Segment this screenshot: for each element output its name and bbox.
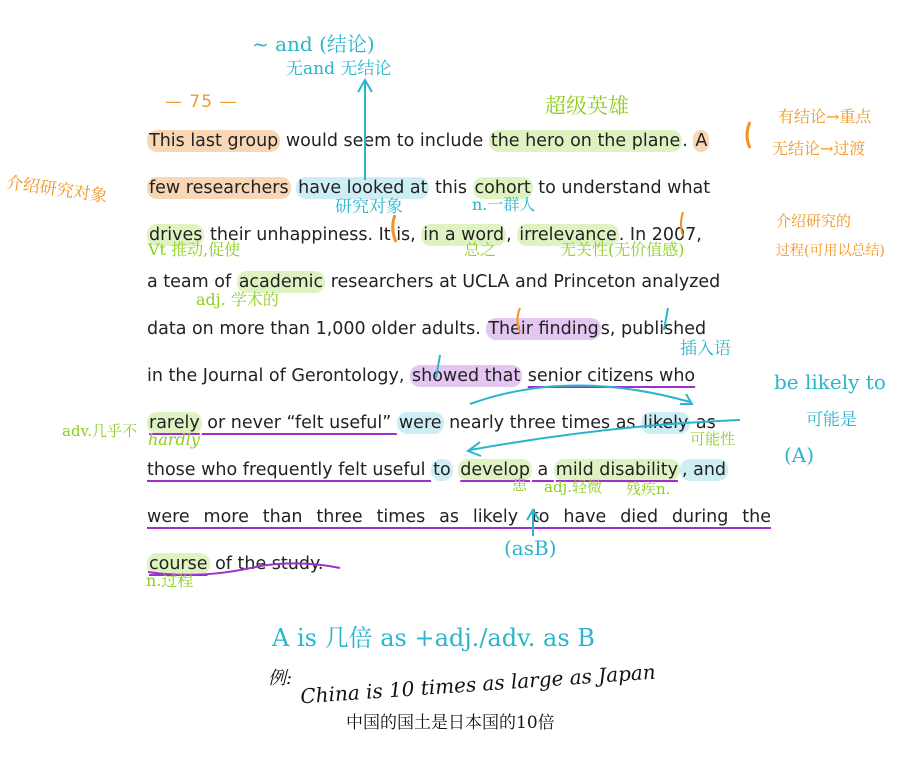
highlight-this-last-group: This last group — [149, 131, 279, 151]
passage-line — [147, 165, 771, 212]
highlight-have-looked-at: have looked at — [298, 178, 428, 198]
highlight-course: course — [149, 554, 208, 574]
text-span: in the Journal of Gerontology, — [147, 366, 410, 386]
text-span: their unhappiness. It is, — [204, 225, 422, 245]
text-span: as — [690, 413, 716, 433]
annotation-process-2: 过程(可用以总结) — [776, 243, 885, 259]
passage-line — [147, 447, 771, 494]
annotation-be-likely-to: be likely to — [774, 370, 886, 394]
text-span: of the study. — [209, 554, 324, 574]
annotation-with-conclusion: 有结论→重点 — [778, 107, 872, 126]
annotation-in-a-word: 总之 — [464, 240, 497, 259]
annotation-academic: adj. 学术的 — [196, 290, 279, 309]
text-span: to understand what — [532, 178, 711, 198]
underline-span: those who frequently felt useful — [147, 460, 432, 480]
annotation-course: n.过程 — [146, 571, 194, 590]
annotation-process-1: 介绍研究的 — [776, 212, 852, 230]
annotation-superhero: 超级英雄 — [545, 94, 629, 118]
annotation-a-marker: (A) — [784, 443, 815, 467]
passage-line — [147, 494, 771, 541]
passage — [147, 118, 771, 588]
text-span: . — [682, 131, 694, 151]
text-span: data on more than 1,000 older adults. — [147, 319, 487, 339]
annotation-irrelevance: 无关性(无价值感) — [560, 240, 685, 259]
highlight-to: to — [433, 460, 451, 480]
highlight-drives: drives — [149, 225, 203, 245]
annotation-example-chinese: 中国的国土是日本国的10倍 — [346, 713, 555, 733]
text-span: this — [429, 178, 473, 198]
text-span: researchers at UCLA and Princeton analyzed — [325, 272, 721, 292]
annotation-hardly: hardly — [148, 430, 200, 449]
passage-line — [147, 118, 771, 165]
annotation-possibility: 可能性 — [690, 430, 736, 448]
blue-arrowhead — [358, 80, 372, 92]
highlight-showed-that: showed that — [411, 366, 521, 386]
annotation-possible: 可能是 — [806, 410, 857, 430]
highlight-likely: likely — [643, 413, 689, 433]
annotation-a-group: n.一群人 — [472, 195, 536, 214]
underline-span: were more than three times as likely to have died during the — [147, 507, 771, 527]
passage-line — [147, 306, 771, 353]
annotation-formula: A is 几倍 as +adj./adv. as B — [272, 624, 595, 652]
annotation-research-object: 研究对象 — [335, 197, 403, 217]
annotation-disability: 残疾n. — [626, 480, 671, 498]
highlight-were: were — [398, 413, 442, 433]
text-span: a team of — [147, 272, 237, 292]
underline-senior-citizens: senior citizens — [527, 366, 654, 386]
annotation-as-b: (asB) — [504, 536, 557, 560]
highlight-in-a-word: in a word — [423, 225, 505, 245]
text-span: s, published — [600, 319, 707, 339]
highlight-their-findings: Their finding — [488, 319, 599, 339]
annotation-rarely: adv.几乎不 — [62, 422, 138, 440]
annotation-develop: 患 — [512, 476, 528, 494]
annotation-no-conclusion: 无结论→过渡 — [772, 139, 866, 158]
highlight-irrelevance: irrelevance — [519, 225, 617, 245]
text-span: nearly three times as — [443, 413, 642, 433]
annotation-and-conclusion: ~ and (结论) — [252, 32, 375, 56]
highlight-and: , and — [681, 460, 727, 480]
highlight-a: A — [695, 131, 708, 151]
highlight-develop: develop — [460, 460, 530, 480]
annotation-introduce-subject: 介绍研究对象 — [4, 172, 109, 207]
underline-span: or never “felt useful” — [201, 413, 397, 433]
highlight-mild-disability: mild disability — [555, 460, 678, 480]
passage-line — [147, 353, 771, 400]
highlight-academic: academic — [238, 272, 324, 292]
highlight-rarely: rarely — [149, 413, 200, 433]
annotation-insertion: 插入语 — [680, 339, 731, 359]
highlight-few-researchers: few researchers — [149, 178, 289, 198]
text-span: . In 2007, — [618, 225, 702, 245]
annotation-mild: adj.轻微 — [544, 478, 602, 496]
annotation-example-english: China is 10 times as large as Japan — [299, 659, 657, 709]
underline-span: a — [531, 460, 554, 480]
annotation-vt-drive: Vt 推动,促使 — [148, 240, 241, 259]
passage-line — [147, 400, 771, 447]
passage-line — [147, 541, 771, 588]
text-span: would seem to include — [280, 131, 489, 151]
annotation-example-label: 例: — [268, 668, 293, 689]
page-number: — 75 — — [165, 92, 238, 112]
text-span: , — [506, 225, 518, 245]
highlight-cohort: cohort — [474, 178, 531, 198]
underline-who: who — [653, 366, 696, 386]
highlight-hero: the hero on the plane — [490, 131, 681, 151]
annotation-no-and: 无and 无结论 — [286, 59, 392, 79]
